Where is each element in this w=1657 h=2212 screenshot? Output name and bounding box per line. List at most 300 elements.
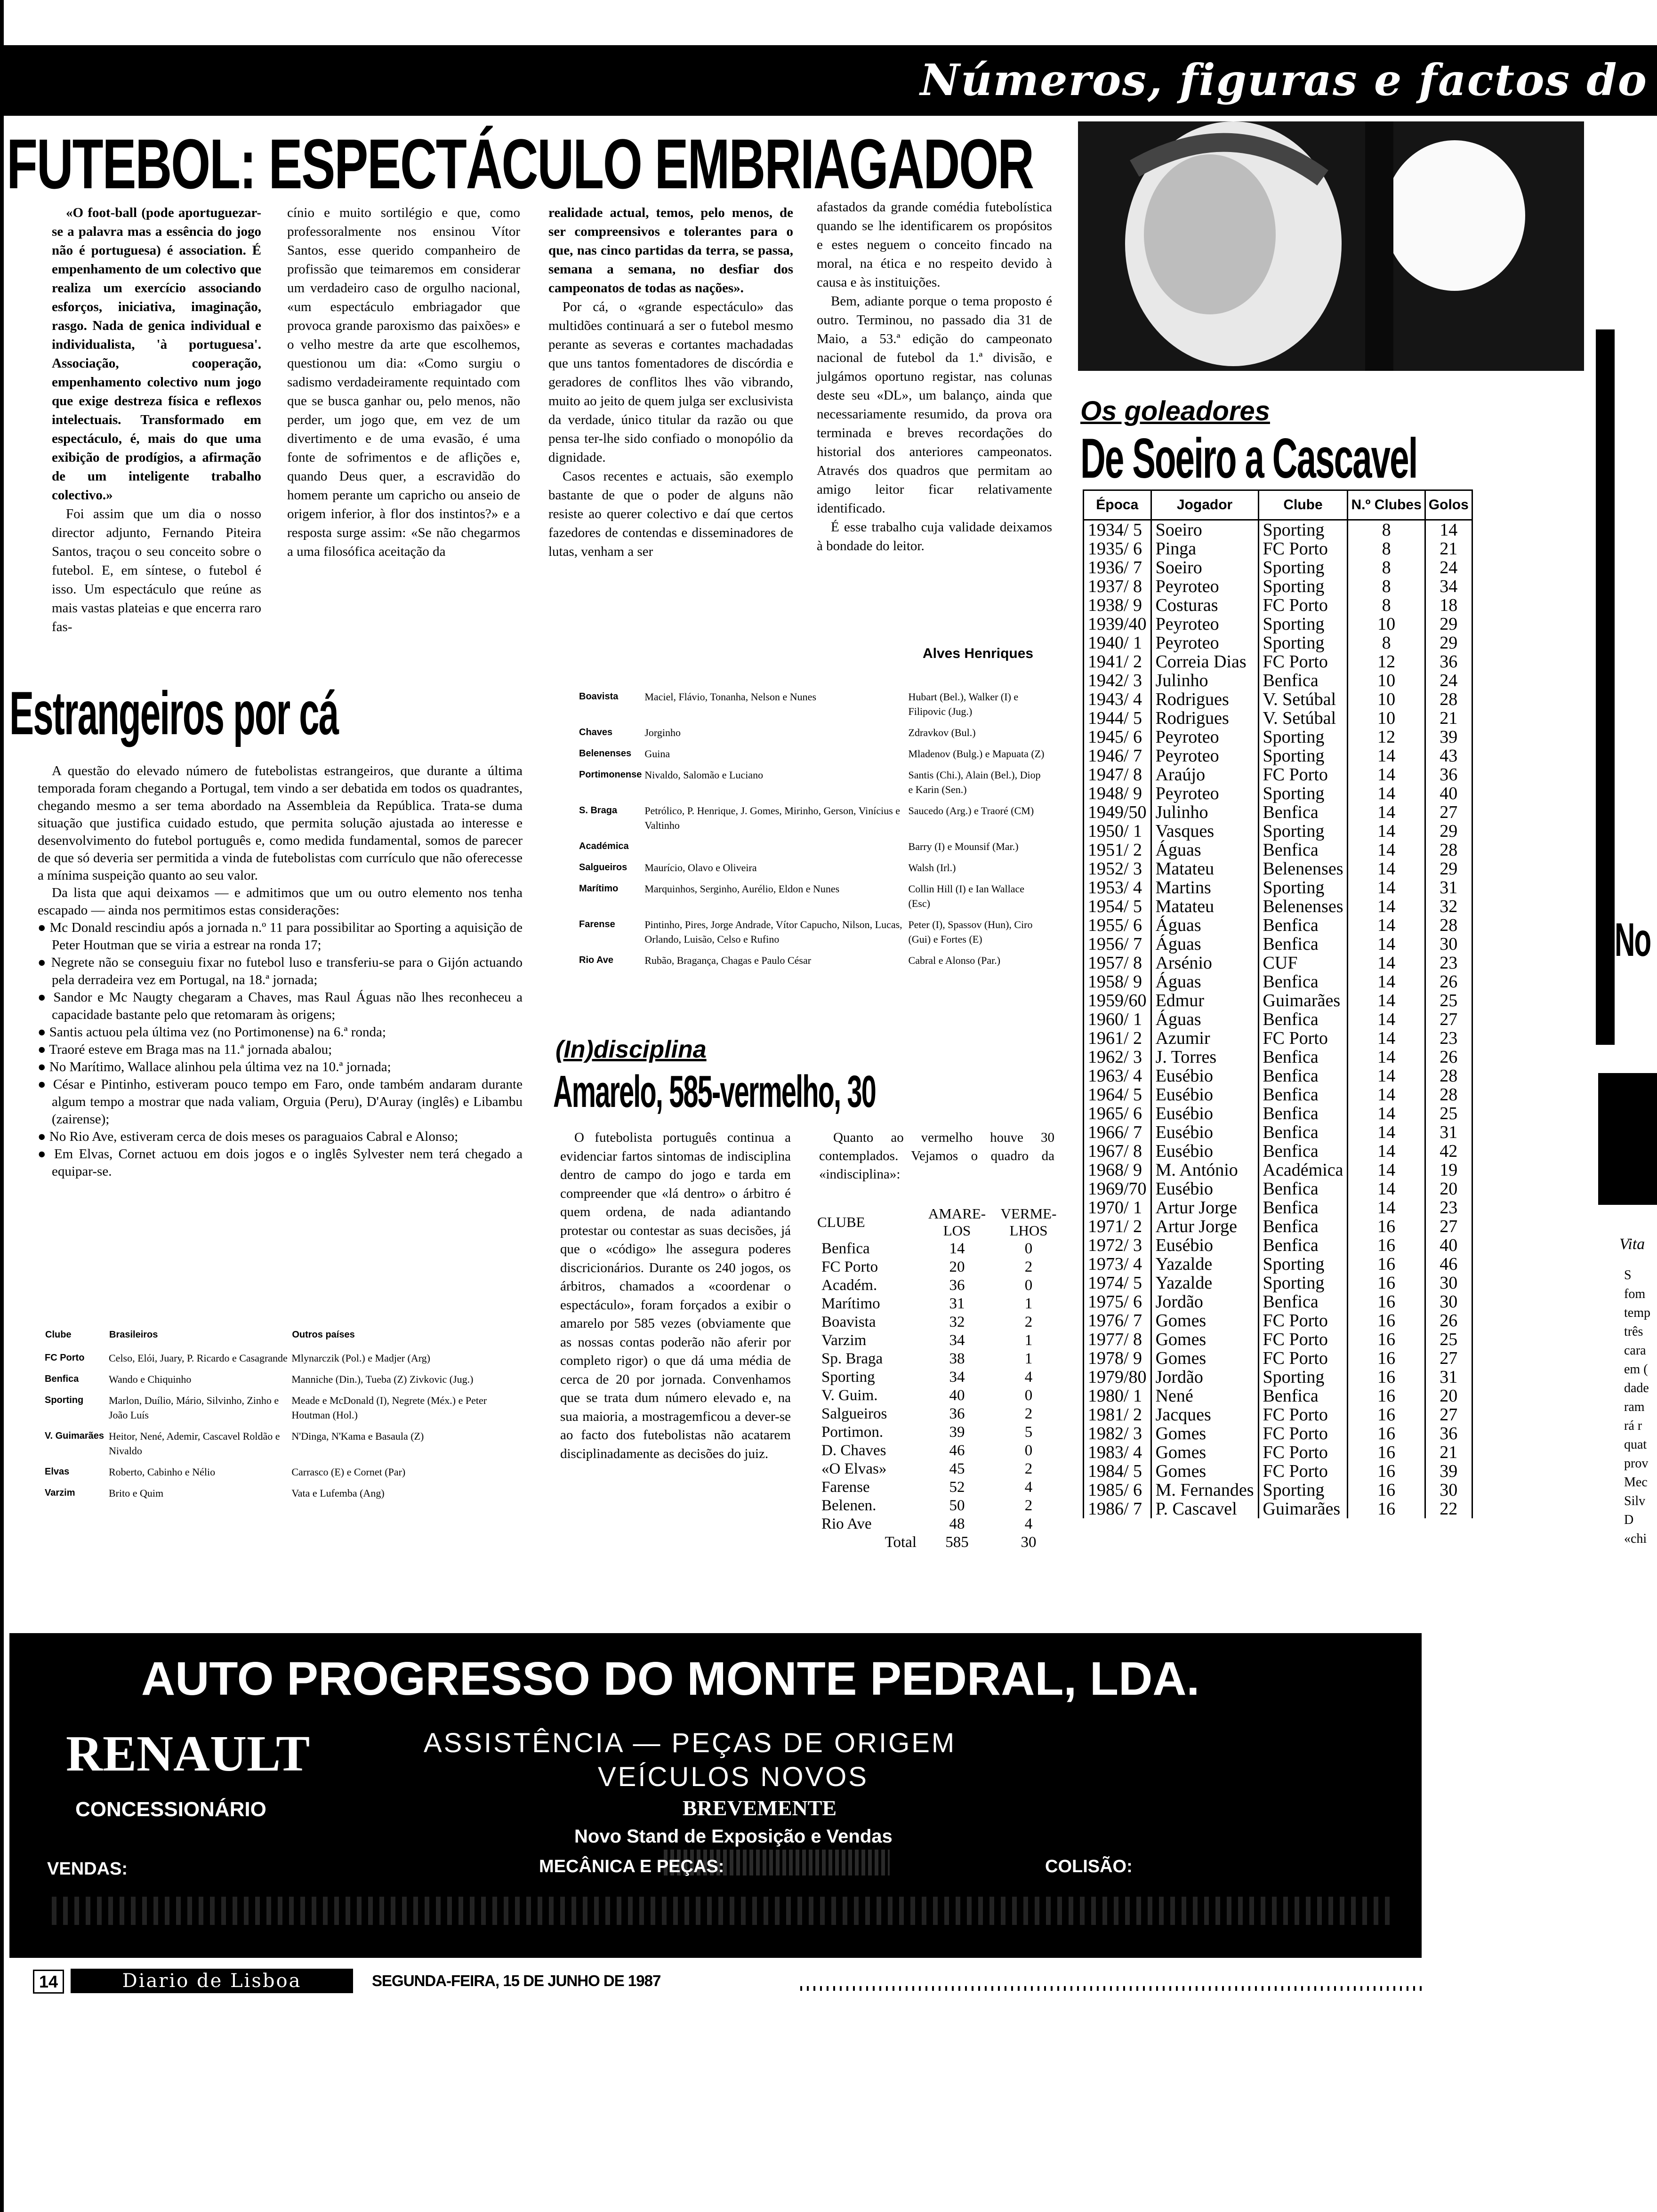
foreign-cell: Walsh (Irl.) <box>908 862 956 874</box>
scorers-cell: Águas <box>1151 972 1258 991</box>
renault-logo: RENAULT <box>66 1726 310 1782</box>
scorers-cell: FC Porto <box>1258 1349 1348 1368</box>
scorers-row <box>1084 803 1472 822</box>
scorers-row <box>1084 1330 1472 1349</box>
scorers-cell: 1978/ 9 <box>1084 1349 1151 1368</box>
discipline-cell: 40 <box>949 1387 965 1404</box>
bullet-icon: ● <box>38 955 51 970</box>
scorers-cell: Artur Jorge <box>1151 1217 1258 1236</box>
scorers-cell: Sporting <box>1258 1274 1348 1292</box>
scorers-cell: Eusébio <box>1151 1104 1258 1123</box>
scorers-cell: 30 <box>1425 1292 1472 1311</box>
scorers-row <box>1084 577 1472 596</box>
scorers-cell: 10 <box>1348 709 1425 728</box>
foreign-row <box>45 1465 515 1486</box>
foreign-bullet <box>38 1041 523 1058</box>
scorers-cell: 1981/ 2 <box>1084 1405 1151 1424</box>
author-byline: Alves Henriques <box>923 646 1034 661</box>
discipline-cell: 2 <box>1024 1258 1033 1275</box>
scorers-cell: 1986/ 7 <box>1084 1499 1151 1518</box>
footer-date: SEGUNDA-FEIRA, 15 DE JUNHO DE 1987 <box>372 1972 661 1989</box>
foreign-bullet <box>38 919 523 954</box>
scorers-cell: 1951/ 2 <box>1084 841 1151 859</box>
scorers-cell: Matateu <box>1151 897 1258 916</box>
scorers-cell: Gomes <box>1151 1462 1258 1481</box>
foreign-cell: Manniche (Din.), Tueba (Z) Zivkovic (Jug.) <box>291 1373 474 1385</box>
scorers-row <box>1084 822 1472 841</box>
sidebar-fragment: D <box>1624 1513 1634 1527</box>
foreign-row <box>45 1393 515 1429</box>
bullet-text: Mc Donald rescindiu após a jornada n.º 11 para possibilitar ao Sporting a aquisição de Peter Houtman que se viria a estrear na ronda 17; <box>49 920 523 953</box>
scorers-cell: V. Setúbal <box>1258 709 1348 728</box>
scorers-row <box>1084 690 1472 709</box>
scorers-cell: Sporting <box>1258 577 1348 596</box>
article-paragraph: realidade actual, temos, pelo menos, de ser compreensivos e tolerantes para o que, nas cinco partidas da terra, se passa, semana a semana, no desfiar dos campeonatos de todas as nações». <box>548 205 793 296</box>
scorers-cell: 25 <box>1425 1104 1472 1123</box>
scorers-cell: 1952/ 3 <box>1084 859 1151 878</box>
scorers-cell: 14 <box>1348 1010 1425 1029</box>
article-column-1 <box>52 203 261 636</box>
scorers-cell: 22 <box>1425 1499 1472 1518</box>
foreign-cell: Belenenses <box>579 748 632 759</box>
sidebar-fragment: fom <box>1624 1287 1646 1301</box>
discipline-cell: Académ. <box>821 1277 877 1294</box>
scorers-row <box>1084 841 1472 859</box>
scorers-row <box>1084 1179 1472 1198</box>
scorers-cell: 42 <box>1425 1142 1472 1161</box>
scorers-cell: 39 <box>1425 728 1472 746</box>
scorers-cell: 14 <box>1348 859 1425 878</box>
scorers-cell: Julinho <box>1151 671 1258 690</box>
foreign-cell: Elvas <box>45 1467 70 1477</box>
discipline-row <box>817 1460 1064 1478</box>
scorers-cell: 16 <box>1348 1368 1425 1387</box>
scorers-row <box>1084 1387 1472 1405</box>
sidebar-fragment: Mec <box>1624 1475 1648 1490</box>
scorers-cell: Julinho <box>1151 803 1258 822</box>
scorers-cell: 16 <box>1348 1462 1425 1481</box>
scorers-cell: 28 <box>1425 690 1472 709</box>
ad-concessionario: CONCESSIONÁRIO <box>75 1798 266 1821</box>
foreign-row <box>45 1351 515 1372</box>
foreign-row <box>579 953 1050 974</box>
scorers-cell: 10 <box>1348 671 1425 690</box>
sidebar-text <box>1624 1266 1650 1548</box>
scorers-cell: 36 <box>1425 1424 1472 1443</box>
scorers-cell: 1956/ 7 <box>1084 935 1151 954</box>
scorers-row <box>1084 1424 1472 1443</box>
scorers-row <box>1084 784 1472 803</box>
discipline-cell: 585 <box>945 1534 969 1551</box>
discipline-cell: 48 <box>949 1515 965 1532</box>
foreign-cell: Marquinhos, Serginho, Aurélio, Eldon e Nunes <box>644 883 840 895</box>
scorers-cell: Gomes <box>1151 1311 1258 1330</box>
discipline-cell: D. Chaves <box>821 1442 886 1459</box>
foreign-cell: Chaves <box>579 727 613 737</box>
discipline-cell: 38 <box>949 1350 965 1367</box>
scorers-cell: 30 <box>1425 1481 1472 1499</box>
scorers-cell: Benfica <box>1258 1292 1348 1311</box>
scorers-cell: 14 <box>1348 916 1425 935</box>
scorers-cell: 14 <box>1348 991 1425 1010</box>
scorers-cell: 14 <box>1348 1198 1425 1217</box>
scorers-cell: 1941/ 2 <box>1084 652 1151 671</box>
scorers-cell: 20 <box>1425 1179 1472 1198</box>
scorers-header-cell: Clube <box>1258 490 1348 520</box>
discipline-cell: 36 <box>949 1277 965 1294</box>
article-paragraph: cínio e muito sortilégio e que, como professoralmente nos ensinou Vítor Santos, esse querido companheiro de profissão que teimaremos em considerar um verdadeiro caso de orgulho nacional, «um espectáculo embriagador que provoca grande paroxismo das paixões» e o velho mestre da arte que escolhemos, questionou um dia: «Como surgiu o sadismo verdadeiramente requintado com que se busca ganhar ou, pelo menos, não perder, um jogo que, em vez de um divertimento e de uma evasão, é uma fonte de sofrimentos e de aflições e, quando Deus quer, a escravidão do homem perante um capricho ou anseio de origem inferior, à flor dos instintos?» e a resposta surge assim: «Se não chegarmos a uma filosófica aceitação da <box>287 205 520 559</box>
scorers-cell: 25 <box>1425 991 1472 1010</box>
article-column-3 <box>548 203 793 561</box>
scorers-cell: 14 <box>1348 784 1425 803</box>
scorers-cell: 1940/ 1 <box>1084 633 1151 652</box>
article-paragraph: É esse trabalho cuja validade deixamos à bondade do leitor. <box>817 520 1052 553</box>
scorers-row <box>1084 728 1472 746</box>
scorers-cell: 1977/ 8 <box>1084 1330 1151 1349</box>
foreign-cell: Vata e Lufemba (Ang) <box>291 1487 385 1499</box>
discipline-cell: 1 <box>1024 1295 1033 1312</box>
scorers-cell: 12 <box>1348 728 1425 746</box>
scorers-table-wrapper <box>1083 489 1473 1518</box>
scorers-row <box>1084 1048 1472 1066</box>
scorers-cell: Gomes <box>1151 1330 1258 1349</box>
scorers-cell: 26 <box>1425 1048 1472 1066</box>
discipline-paragraph: Quanto ao vermelho houve 30 contemplados. Vejamos o quadro da «indisciplina»: <box>819 1130 1054 1182</box>
scorers-cell: Sporting <box>1258 1255 1348 1274</box>
scorers-cell: FC Porto <box>1258 1462 1348 1481</box>
scorers-cell: Benfica <box>1258 1387 1348 1405</box>
scorers-cell: Gomes <box>1151 1424 1258 1443</box>
discipline-cell: 1 <box>1024 1332 1033 1349</box>
scorers-cell: 1943/ 4 <box>1084 690 1151 709</box>
foreign-cell: Varzim <box>45 1488 75 1498</box>
scorers-cell: Benfica <box>1258 1142 1348 1161</box>
scorers-cell: Araújo <box>1151 765 1258 784</box>
scorers-cell: 14 <box>1348 765 1425 784</box>
scorers-cell: 23 <box>1425 1029 1472 1048</box>
portrait-photo <box>1078 121 1584 371</box>
foreign-article <box>38 762 523 1180</box>
scorers-cell: 16 <box>1348 1274 1425 1292</box>
scorers-cell: Benfica <box>1258 803 1348 822</box>
scorers-cell: 18 <box>1425 596 1472 615</box>
scorers-cell: 16 <box>1348 1217 1425 1236</box>
foreign-row <box>45 1429 515 1465</box>
scorers-cell: Sporting <box>1258 558 1348 577</box>
discipline-article <box>560 1129 791 1463</box>
foreign-bullet <box>38 989 523 1024</box>
scorers-cell: 14 <box>1348 1085 1425 1104</box>
scorers-cell: 16 <box>1348 1499 1425 1518</box>
scorers-cell: 29 <box>1425 633 1472 652</box>
scorers-cell: 24 <box>1425 671 1472 690</box>
scorers-cell: 24 <box>1425 558 1472 577</box>
scorers-cell: Costuras <box>1151 596 1258 615</box>
scorers-cell: 36 <box>1425 765 1472 784</box>
scorers-cell: 1976/ 7 <box>1084 1311 1151 1330</box>
scorers-header-row <box>1084 490 1472 520</box>
foreign-cell: Rio Ave <box>579 955 613 965</box>
scorers-cell: Soeiro <box>1151 558 1258 577</box>
sidebar-fragment: três <box>1624 1324 1643 1339</box>
discipline-cell: Benfica <box>821 1240 870 1257</box>
foreign-cell: Marlon, Duílio, Mário, Silvinho, Zinho e João Luís <box>109 1395 279 1421</box>
foreign-headline: Estrangeiros por cá <box>9 679 338 747</box>
scorers-cell: 27 <box>1425 1349 1472 1368</box>
discipline-header-cell: VERME-LHOS <box>1000 1205 1057 1239</box>
section-banner <box>0 45 1657 116</box>
scorers-row <box>1084 539 1472 558</box>
foreign-bullet <box>38 1058 523 1076</box>
scorers-cell: 14 <box>1348 1161 1425 1179</box>
scorers-cell: 1935/ 6 <box>1084 539 1151 558</box>
discipline-cell: 52 <box>949 1479 965 1496</box>
scorers-cell: Yazalde <box>1151 1274 1258 1292</box>
scorers-table <box>1083 489 1473 1518</box>
scorers-cell: 1967/ 8 <box>1084 1142 1151 1161</box>
scorers-cell: Peyroteo <box>1151 577 1258 596</box>
scorers-row <box>1084 652 1472 671</box>
scorers-cell: Rodrigues <box>1151 709 1258 728</box>
main-headline: FUTEBOL: ESPECTÁCULO EMBRIAGADOR <box>7 124 1033 203</box>
scorers-cell: 14 <box>1348 1029 1425 1048</box>
bullet-icon: ● <box>38 1129 49 1144</box>
foreign-cell: FC Porto <box>45 1353 85 1363</box>
scorers-row <box>1084 558 1472 577</box>
discipline-cell: Sporting <box>821 1369 875 1386</box>
scorers-cell: Vasques <box>1151 822 1258 841</box>
scorers-cell: 1957/ 8 <box>1084 954 1151 972</box>
scorers-cell: Yazalde <box>1151 1255 1258 1274</box>
scorers-cell: Sporting <box>1258 1481 1348 1499</box>
scorers-cell: 29 <box>1425 615 1472 633</box>
bullet-icon: ● <box>38 1077 53 1092</box>
scorers-cell: Gomes <box>1151 1443 1258 1462</box>
scorers-row <box>1084 596 1472 615</box>
bullet-text: Traoré esteve em Braga mas na 11.ª jornada abalou; <box>49 1042 332 1057</box>
foreign-bullet <box>38 1024 523 1041</box>
bullet-icon: ● <box>38 1146 54 1162</box>
scorers-cell: Águas <box>1151 916 1258 935</box>
scorers-cell: 1966/ 7 <box>1084 1123 1151 1142</box>
discipline-row <box>817 1276 1064 1295</box>
scorers-cell: Benfica <box>1258 1123 1348 1142</box>
discipline-cell: Farense <box>821 1479 870 1496</box>
scorers-cell: 20 <box>1425 1387 1472 1405</box>
foreign-cell: Zdravkov (Bul.) <box>908 727 976 738</box>
scorers-cell: Académica <box>1258 1161 1348 1179</box>
foreign-cell: Wando e Chiquinho <box>109 1373 192 1385</box>
scorers-cell: Nené <box>1151 1387 1258 1405</box>
scorers-cell: 26 <box>1425 1311 1472 1330</box>
scorers-cell: Jacques <box>1151 1405 1258 1424</box>
scorers-cell: 16 <box>1348 1481 1425 1499</box>
discipline-row <box>817 1478 1064 1497</box>
foreign-cell: Guina <box>644 748 670 760</box>
scorers-row <box>1084 1368 1472 1387</box>
scorers-cell: Benfica <box>1258 1179 1348 1198</box>
scorers-cell: Azumir <box>1151 1029 1258 1048</box>
scorers-cell: 8 <box>1348 596 1425 615</box>
article-paragraph: Casos recentes e actuais, são exemplo bastante de que o poder de alguns não resiste ao querer colectivo e daí que certos fazedores de contendas e disseminadores de lutas, venham a ser <box>548 469 793 559</box>
foreign-cell: Santis (Chi.), Alain (Bel.), Diop e Karin (Sen.) <box>908 769 1041 795</box>
scorers-cell: 16 <box>1348 1311 1425 1330</box>
scorers-cell: Correia Dias <box>1151 652 1258 671</box>
scorers-cell: 23 <box>1425 954 1472 972</box>
scorers-cell: Belenenses <box>1258 897 1348 916</box>
scorers-cell: Benfica <box>1258 916 1348 935</box>
scorers-cell: 14 <box>1425 520 1472 540</box>
scorers-cell: 30 <box>1425 1274 1472 1292</box>
bullet-icon: ● <box>38 1059 49 1074</box>
article-lead: «O foot-ball (pode aportuguezar-se a palavra mas a essência do jogo não é portuguesa) é association. É empenhamento de um colectivo que realiza um exercício associando esforços, iniciativa, imaginação, rasgo. Nada de genica individual e individualista, 'à portuguesa'. Associação, cooperação, empenhamento colectivo num jogo que exige destreza física e reflexos intelectuais. Transformado em espectáculo, é, mais do que uma exibição de prodígios, a afirmação de um inteligente trabalho colectivo.» <box>52 205 261 503</box>
scorers-cell: J. Torres <box>1151 1048 1258 1066</box>
discipline-row <box>817 1423 1064 1442</box>
scorers-row <box>1084 1029 1472 1048</box>
discipline-cell: 2 <box>1024 1460 1033 1477</box>
foreign-cell: Rubão, Bragança, Chagas e Paulo César <box>644 954 812 966</box>
scorers-cell: 27 <box>1425 1010 1472 1029</box>
scorers-kicker: Os goleadores <box>1080 396 1270 426</box>
scorers-header-cell: Jogador <box>1151 490 1258 520</box>
discipline-kicker: (In)disciplina <box>555 1036 707 1063</box>
foreign-cell: Jorginho <box>644 727 681 738</box>
scorers-cell: M. António <box>1151 1161 1258 1179</box>
scorers-cell: 1972/ 3 <box>1084 1236 1151 1255</box>
bullet-icon: ● <box>38 920 50 935</box>
scorers-cell: 14 <box>1348 954 1425 972</box>
foreign-cell: Portimonense <box>579 769 642 780</box>
sidebar-headline: No <box>1615 914 1651 966</box>
sidebar-fragment: Silv <box>1624 1494 1646 1508</box>
ad-line1: ASSISTÊNCIA — PEÇAS DE ORIGEM <box>424 1728 957 1758</box>
scorers-cell: Pinga <box>1151 539 1258 558</box>
scorers-cell: 16 <box>1348 1255 1425 1274</box>
foreign-cell: Mladenov (Bulg.) e Mapuata (Z) <box>908 748 1045 760</box>
scorers-cell: 14 <box>1348 841 1425 859</box>
discipline-cell: FC Porto <box>821 1258 878 1275</box>
scorers-cell: 1959/60 <box>1084 991 1151 1010</box>
scorers-cell: 8 <box>1348 558 1425 577</box>
scorers-cell: 14 <box>1348 897 1425 916</box>
scorers-cell: 1936/ 7 <box>1084 558 1151 577</box>
bullet-text: César e Pintinho, estiveram pouco tempo em Faro, onde também andaram durante algum tempo a mostrar que nada valiam, Orguia (Peru), D'Auray (inglês) e Libambu (zairense); <box>52 1077 523 1127</box>
foreign-cell: Farense <box>579 919 615 930</box>
scorers-cell: 1971/ 2 <box>1084 1217 1151 1236</box>
foreign-table-1 <box>45 1327 515 1507</box>
scorers-cell: 1984/ 5 <box>1084 1462 1151 1481</box>
bullet-text: Negrete não se conseguiu fixar no futebol luso e transferiu-se para o Gijón actuando pela derradeira vez em Portugal, na 18.ª jornada; <box>51 955 523 987</box>
scorers-cell: 16 <box>1348 1387 1425 1405</box>
scorers-cell: 14 <box>1348 1179 1425 1198</box>
discipline-cell: 32 <box>949 1314 965 1330</box>
scorers-cell: CUF <box>1258 954 1348 972</box>
article-paragraph: Bem, adiante porque o tema proposto é outro. Terminou, no passado dia 31 de Maio, a 53.ª edição do campeonato nacional de futebol da 1.ª divisão, e julgámos oportuno registar, nas colunas deste seu «DL», um balanço, ainda que necessariamente resumido, da prova ora terminada e breves recordações do historial dos anteriores campeonatos. Através dos quadros que permitam ao amigo leitor ficar relativamente identificado. <box>817 294 1052 516</box>
scorers-cell: 1980/ 1 <box>1084 1387 1151 1405</box>
discipline-cell: 34 <box>949 1332 965 1349</box>
discipline-cell: 0 <box>1024 1442 1033 1459</box>
foreign-cell: Marítimo <box>579 883 619 894</box>
scorers-cell: 1962/ 3 <box>1084 1048 1151 1066</box>
scorers-cell: 1975/ 6 <box>1084 1292 1151 1311</box>
scorers-cell: 28 <box>1425 916 1472 935</box>
scorers-cell: Eusébio <box>1151 1236 1258 1255</box>
scorers-row <box>1084 615 1472 633</box>
scorers-cell: 1961/ 2 <box>1084 1029 1151 1048</box>
scorers-cell: FC Porto <box>1258 1443 1348 1462</box>
scorers-cell: Jordão <box>1151 1292 1258 1311</box>
scorers-row <box>1084 1481 1472 1499</box>
foreign-header-cell: Brasileiros <box>109 1330 158 1340</box>
scorers-cell: 16 <box>1348 1443 1425 1462</box>
ad-faded-contacts <box>52 1897 1393 1925</box>
foreign-cell: Maciel, Flávio, Tonanha, Nelson e Nunes <box>644 691 817 703</box>
discipline-cell: Total <box>885 1534 917 1551</box>
sidebar-fragment: quat <box>1624 1437 1647 1452</box>
sidebar-fragment: ram <box>1624 1400 1645 1414</box>
scorers-row <box>1084 1123 1472 1142</box>
scorers-cell: Soeiro <box>1151 520 1258 540</box>
scorers-cell: Eusébio <box>1151 1142 1258 1161</box>
discipline-cell: 1 <box>1024 1350 1033 1367</box>
scorers-cell: Benfica <box>1258 1104 1348 1123</box>
scorers-cell: 29 <box>1425 822 1472 841</box>
scorers-row <box>1084 916 1472 935</box>
scorers-cell: FC Porto <box>1258 539 1348 558</box>
foreign-cell: Meade e McDonald (I), Negrete (Méx.) e Peter Houtman (Hol.) <box>291 1395 487 1421</box>
discipline-cell: 4 <box>1024 1479 1033 1496</box>
foreign-bullet <box>38 1076 523 1128</box>
discipline-cell: 5 <box>1024 1424 1033 1441</box>
scorers-row <box>1084 972 1472 991</box>
scorers-cell: Matateu <box>1151 859 1258 878</box>
scorers-cell: 1974/ 5 <box>1084 1274 1151 1292</box>
foreign-row <box>579 917 1050 953</box>
scorers-cell: 10 <box>1348 690 1425 709</box>
bullet-icon: ● <box>38 1042 49 1057</box>
foreign-cell: Hubart (Bel.), Walker (I) e Filipovic (Jug.) <box>908 691 1019 717</box>
bullet-text: No Rio Ave, estiveram cerca de dois meses os paraguaios Cabral e Alonso; <box>49 1129 458 1144</box>
discipline-paragraph: O futebolista português continua a evidenciar fartos sintomas de indisciplina dentro de campo do jogo e tarda em compreender que «lá dentro» o árbitro é quem ordena, de nada adiantando protestar ou contestar as suas decisões, já que o «código» lhe assegura poderes discricionários. Durante os 240 jogos, os árbitros, chamados a «coordenar o espectáculo», foram forçados a exibir o amarelo por 585 vezes (obviamente que as nossas contas poderão não aferir por completo rigor) o que dá uma média de cerca de 20 por jornada. Convenhamos que se trata dum número elevado e, na sua maioria, a mostragemficou a dever-se ao facto dos futebolistas não acatarem disciplinadamente as decisões do juiz. <box>560 1130 791 1461</box>
scorers-cell: 23 <box>1425 1198 1472 1217</box>
bullet-icon: ● <box>38 1025 49 1040</box>
foreign-cell: S. Braga <box>579 805 618 816</box>
scorers-cell: 21 <box>1425 709 1472 728</box>
discipline-cell: 46 <box>949 1442 965 1459</box>
scorers-cell: 36 <box>1425 652 1472 671</box>
scorers-cell: Benfica <box>1258 1085 1348 1104</box>
foreign-cell: Salgueiros <box>579 862 627 873</box>
scorers-cell: Sporting <box>1258 878 1348 897</box>
scorers-cell: 8 <box>1348 520 1425 540</box>
scorers-cell: 1949/50 <box>1084 803 1151 822</box>
discipline-cell: 45 <box>949 1460 965 1477</box>
ad-soon: BREVEMENTE <box>683 1796 837 1820</box>
discipline-cell: 31 <box>949 1295 965 1312</box>
discipline-cell: 30 <box>1021 1534 1037 1551</box>
scorers-cell: 16 <box>1348 1292 1425 1311</box>
scorers-cell: Benfica <box>1258 1010 1348 1029</box>
scorers-cell: 1942/ 3 <box>1084 671 1151 690</box>
discipline-row <box>817 1240 1064 1258</box>
scorers-row <box>1084 1104 1472 1123</box>
scorers-cell: 16 <box>1348 1236 1425 1255</box>
scorers-cell: Águas <box>1151 935 1258 954</box>
discipline-cell: Sp. Braga <box>821 1350 883 1367</box>
scorers-cell: Benfica <box>1258 1066 1348 1085</box>
article-column-2 <box>287 203 520 561</box>
scorers-cell: Artur Jorge <box>1151 1198 1258 1217</box>
